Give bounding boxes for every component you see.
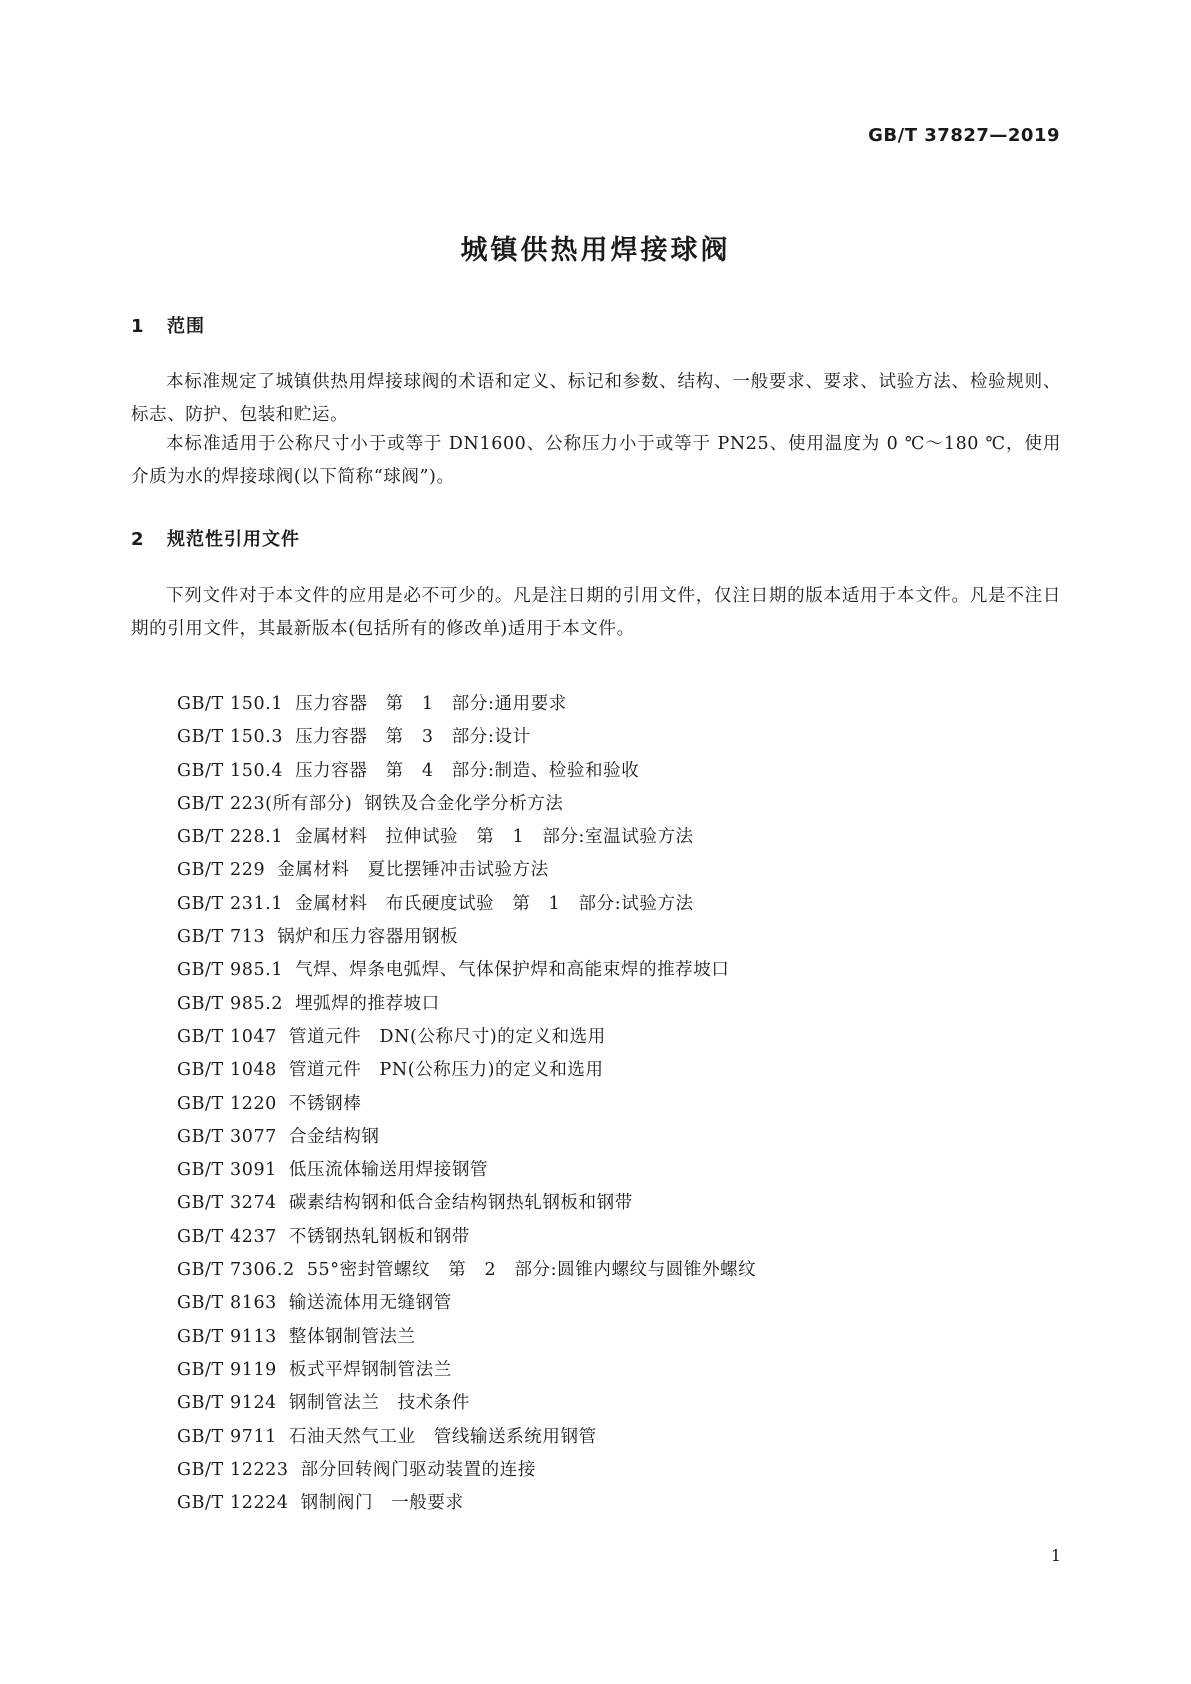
page-number: 1 — [1050, 1546, 1061, 1565]
reference-item — [177, 921, 756, 954]
reference-code: GB/T 150.4 — [177, 760, 284, 781]
reference-title: 气焊、焊条电弧焊、气体保护焊和高能束焊的推荐坡口 — [295, 960, 730, 981]
reference-item — [177, 854, 756, 887]
reference-item — [177, 1054, 756, 1087]
reference-item — [177, 1254, 756, 1287]
reference-item — [177, 1421, 756, 1454]
reference-code: GB/T 3091 — [177, 1160, 277, 1181]
reference-code: GB/T 1220 — [177, 1093, 277, 1114]
reference-item — [177, 1321, 756, 1354]
section-number: 1 — [131, 316, 145, 337]
reference-item — [177, 1088, 756, 1121]
reference-code: GB/T 12223 — [177, 1459, 289, 1480]
reference-item — [177, 1121, 756, 1154]
reference-item — [177, 1387, 756, 1420]
reference-item — [177, 788, 756, 821]
section-title: 规范性引用文件 — [167, 529, 300, 550]
reference-title: 金属材料 拉伸试验 第 1 部分:室温试验方法 — [295, 827, 694, 848]
reference-title: 板式平焊钢制管法兰 — [288, 1359, 452, 1380]
scope-paragraph-1: 本标准规定了城镇供热用焊接球阀的术语和定义、标记和参数、结构、一般要求、要求、试验方法、检验规则、标志、防护、包装和贮运。 — [131, 372, 1061, 425]
reference-code: GB/T 985.1 — [177, 960, 284, 981]
reference-code: GB/T 228.1 — [177, 827, 284, 848]
reference-code: GB/T 229 — [177, 860, 266, 881]
reference-code: GB/T 231.1 — [177, 893, 284, 914]
reference-title: 部分回转阀门驱动装置的连接 — [300, 1459, 536, 1480]
reference-item — [177, 821, 756, 854]
reference-title: 埋弧焊的推荐坡口 — [295, 993, 440, 1014]
reference-title: 金属材料 夏比摆锤冲击试验方法 — [277, 860, 549, 881]
reference-code: GB/T 9119 — [177, 1359, 277, 1380]
document-title: 城镇供热用焊接球阀 — [460, 235, 731, 266]
reference-title: 管道元件 PN(公称压力)的定义和选用 — [288, 1060, 604, 1081]
reference-code: GB/T 1048 — [177, 1060, 277, 1081]
reference-code: GB/T 1047 — [177, 1026, 277, 1047]
reference-title: 55°密封管螺纹 第 2 部分:圆锥内螺纹与圆锥外螺纹 — [306, 1260, 757, 1281]
reference-title: 碳素结构钢和低合金结构钢热轧钢板和钢带 — [288, 1193, 633, 1214]
reference-code: GB/T 3274 — [177, 1193, 277, 1214]
scope-paragraph-2: 本标准适用于公称尺寸小于或等于 DN1600、公称压力小于或等于 PN25、使用温度为 0 ℃～180 ℃，使用介质为水的焊接球阀(以下简称“球阀”)。 — [131, 434, 1061, 487]
section-2-heading — [131, 525, 300, 551]
reference-title: 金属材料 布氏硬度试验 第 1 部分:试验方法 — [295, 893, 694, 914]
reference-title: 低压流体输送用焊接钢管 — [288, 1160, 489, 1181]
reference-code: GB/T 150.3 — [177, 727, 284, 748]
section-1-heading — [131, 312, 205, 338]
reference-title: 合金结构钢 — [288, 1126, 380, 1147]
reference-item — [177, 1187, 756, 1220]
reference-item — [177, 1454, 756, 1487]
reference-title: 输送流体用无缝钢管 — [288, 1293, 452, 1314]
reference-code: GB/T 7306.2 — [177, 1260, 295, 1281]
standard-code: GB/T 37827—2019 — [868, 125, 1060, 146]
reference-item — [177, 888, 756, 921]
reference-title: 压力容器 第 3 部分:设计 — [295, 727, 531, 748]
reference-code: GB/T 150.1 — [177, 694, 284, 714]
reference-title: 钢铁及合金化学分析方法 — [364, 793, 564, 814]
reference-item — [177, 755, 756, 788]
reference-item — [177, 1221, 756, 1254]
reference-title: 管道元件 DN(公称尺寸)的定义和选用 — [288, 1026, 606, 1047]
reference-item — [177, 988, 756, 1021]
reference-code: GB/T 985.2 — [177, 993, 284, 1014]
references-intro-paragraph: 下列文件对于本文件的应用是必不可少的。凡是注日期的引用文件，仅注日期的版本适用于本文件。凡是不注日期的引用文件，其最新版本(包括所有的修改单)适用于本文件。 — [131, 586, 1061, 639]
reference-title: 钢制管法兰 技术条件 — [288, 1393, 470, 1414]
reference-title: 不锈钢棒 — [288, 1093, 362, 1114]
reference-code: GB/T 4237 — [177, 1226, 277, 1247]
reference-title: 整体钢制管法兰 — [288, 1326, 416, 1347]
section-title: 范围 — [167, 316, 205, 337]
section-number: 2 — [131, 529, 145, 550]
reference-title: 压力容器 第 4 部分:制造、检验和验收 — [295, 760, 640, 781]
reference-code: GB/T 8163 — [177, 1293, 277, 1314]
reference-code: GB/T 713 — [177, 927, 266, 948]
reference-title: 锅炉和压力容器用钢板 — [277, 927, 459, 948]
reference-item — [177, 688, 756, 721]
reference-item — [177, 954, 756, 987]
reference-title: 钢制阀门 一般要求 — [300, 1493, 464, 1514]
reference-code: GB/T 12224 — [177, 1493, 289, 1514]
reference-code: GB/T 9113 — [177, 1326, 277, 1347]
reference-code: GB/T 9711 — [177, 1426, 277, 1447]
reference-item — [177, 1154, 756, 1187]
reference-title: 不锈钢热轧钢板和钢带 — [288, 1226, 470, 1247]
reference-code: GB/T 223(所有部分) — [177, 793, 353, 814]
reference-title: 压力容器 第 1 部分:通用要求 — [295, 694, 567, 714]
reference-list — [177, 688, 756, 1520]
reference-item — [177, 1354, 756, 1387]
reference-item — [177, 1487, 756, 1520]
reference-code: GB/T 9124 — [177, 1393, 277, 1414]
reference-item — [177, 721, 756, 754]
reference-title: 石油天然气工业 管线输送系统用钢管 — [288, 1426, 597, 1447]
reference-item — [177, 1021, 756, 1054]
reference-code: GB/T 3077 — [177, 1126, 277, 1147]
reference-item — [177, 1287, 756, 1320]
